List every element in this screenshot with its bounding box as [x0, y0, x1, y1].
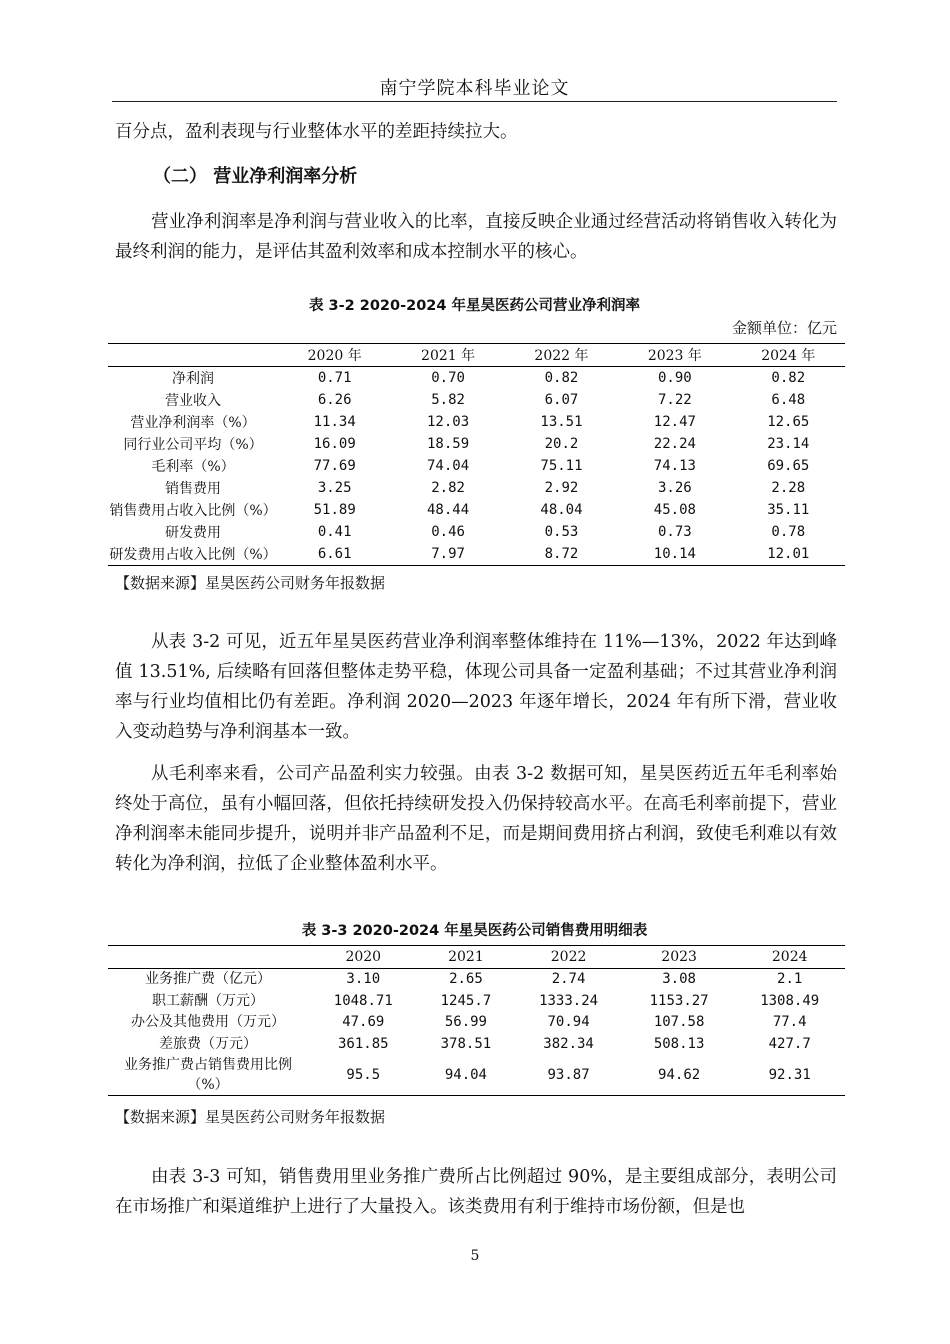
table-header-row	[108, 946, 845, 969]
table-row	[108, 968, 845, 990]
paragraph-analysis-2: 从毛利率来看，公司产品盈利实力较强。由表 3-2 数据可知，星昊医药近五年毛利率始终处于高位，虽有小幅回落，但依托持续研发投入仍保持较高水平。在高毛利率前提下，营业净利润率未能同步提升，说明并非产品盈利不足，而是期间费用挤占利润，致使毛利难以有效转化为净利润，拉低了企业整体盈利水平。	[115, 764, 837, 874]
table-3-3	[108, 945, 845, 1096]
table-cell: 77.4	[772, 1014, 807, 1031]
row-label: 业务推广费（亿元）	[145, 971, 271, 988]
table-cell: 3.08	[662, 971, 696, 988]
table-row	[108, 499, 845, 521]
table-cell: 74.13	[653, 458, 696, 474]
table-3-3-source: 【数据来源】星昊医药公司财务年报数据	[115, 1108, 386, 1126]
table-cell: 75.11	[540, 458, 583, 474]
column-header: 2023 年	[647, 348, 702, 364]
column-header: 2020 年	[307, 348, 362, 364]
table-cell: 0.41	[317, 524, 352, 540]
table-cell: 12.65	[767, 414, 810, 430]
header-rule	[112, 101, 837, 102]
table-row	[108, 433, 845, 455]
table-cell: 70.94	[547, 1014, 590, 1031]
row-label: 销售费用占收入比例（%）	[109, 503, 277, 519]
table-cell: 0.78	[771, 524, 806, 540]
table-cell: 45.08	[653, 502, 696, 518]
table-cell: 378.51	[440, 1035, 492, 1052]
table-cell: 92.31	[768, 1066, 811, 1083]
table-cell: 0.82	[544, 370, 579, 386]
table-row	[108, 521, 845, 543]
row-label: 净利润	[172, 371, 214, 387]
table-cell: 3.26	[658, 480, 692, 496]
section-heading: （二） 营业净利润率分析	[153, 166, 358, 187]
table-cell: 508.13	[653, 1035, 705, 1052]
table-cell: 12.01	[767, 546, 810, 562]
column-header: 2020	[345, 948, 382, 965]
page-number: 5	[470, 1248, 480, 1264]
table-cell: 0.73	[658, 524, 692, 540]
column-header: 2021 年	[421, 348, 476, 364]
table-cell: 1153.27	[649, 992, 709, 1009]
column-header: 2024 年	[761, 348, 816, 364]
table-row	[108, 455, 845, 477]
table-cell: 93.87	[547, 1066, 590, 1083]
table-cell: 94.04	[444, 1066, 487, 1083]
table-row	[108, 1033, 845, 1055]
paragraph-analysis-1: 从表 3-2 可见，近五年星昊医药营业净利润率整体维持在 11%—13%，2022 年达到峰值 13.51%, 后续略有回落但整体走势平稳，体现公司具备一定盈利基础；不过其营业净利润率与行业均值相比仍有差距。净利润 2020—2023 年逐年增长，2024 年有所下滑，营业收入变动趋势与净利润基本一致。	[115, 632, 837, 742]
table-cell: 6.61	[317, 546, 352, 562]
table-cell: 1245.7	[440, 992, 492, 1009]
table-cell: 2.28	[771, 480, 806, 496]
column-header: 2022 年	[534, 348, 589, 364]
table-row	[108, 1012, 845, 1034]
table-cell: 47.69	[342, 1014, 385, 1031]
table-cell: 0.46	[431, 524, 465, 540]
table-cell: 2.1	[777, 971, 803, 988]
table-cell: 18.59	[427, 436, 470, 452]
table-cell: 35.11	[767, 502, 810, 518]
table-cell: 5.82	[431, 392, 465, 408]
column-header: 2024	[771, 948, 808, 965]
table-3-2-source: 【数据来源】星昊医药公司财务年报数据	[115, 574, 386, 592]
table-cell: 94.62	[658, 1066, 701, 1083]
table-cell: 6.26	[317, 392, 352, 408]
table-cell: 3.10	[346, 971, 381, 988]
table-3-2-unit: 金额单位：亿元	[731, 319, 837, 337]
table-cell: 51.89	[313, 502, 356, 518]
table-cell: 0.53	[544, 524, 579, 540]
table-cell: 16.09	[313, 436, 356, 452]
table-cell: 382.34	[543, 1035, 594, 1052]
column-header: 2021	[448, 948, 484, 965]
table-row	[108, 1055, 845, 1096]
paragraph-intro: 营业净利润率是净利润与营业收入的比率，直接反映企业通过经营活动将销售收入转化为最终利润的能力，是评估其盈利效率和成本控制水平的核心。	[115, 212, 837, 262]
table-cell: 74.04	[427, 458, 470, 474]
table-cell: 1333.24	[539, 992, 599, 1009]
row-label: 职工薪酬（万元）	[152, 992, 264, 1009]
table-cell: 8.72	[544, 546, 579, 562]
table-cell: 2.82	[431, 480, 465, 496]
paragraph-analysis-3: 由表 3-3 可知，销售费用里业务推广费所占比例超过 90%，是主要组成部分，表明公司在市场推广和渠道维护上进行了大量投入。该类费用有利于维持市场份额，但是也	[115, 1167, 837, 1217]
row-label: 研发费用	[165, 525, 221, 541]
table-cell: 56.99	[444, 1014, 487, 1031]
table-3-2-caption: 表 3-2 2020-2024 年星昊医药公司营业净利润率	[308, 298, 641, 314]
row-label: 营业净利润率（%）	[130, 415, 256, 431]
table-row	[108, 543, 845, 566]
table-row	[108, 389, 845, 411]
table-row	[108, 990, 845, 1012]
table-cell: 48.44	[427, 502, 470, 518]
table-cell: 361.85	[337, 1035, 389, 1052]
table-3-3-caption: 表 3-3 2020-2024 年星昊医药公司销售费用明细表	[301, 923, 648, 939]
table-cell: 11.34	[313, 414, 356, 430]
row-label: 业务推广费占销售费用比例（%）	[124, 1056, 292, 1093]
table-cell: 6.07	[544, 392, 579, 408]
row-label: 差旅费（万元）	[159, 1035, 257, 1052]
table-cell: 48.04	[540, 502, 583, 518]
table-cell: 107.58	[653, 1014, 705, 1031]
paragraph-continuation: 百分点，盈利表现与行业整体水平的差距持续拉大。	[115, 122, 518, 142]
table-cell: 20.2	[544, 436, 579, 452]
table-cell: 427.7	[768, 1035, 811, 1052]
row-label: 办公及其他费用（万元）	[131, 1014, 285, 1031]
table-cell: 0.70	[431, 370, 465, 386]
row-label: 销售费用	[165, 481, 221, 497]
row-label: 同行业公司平均（%）	[123, 437, 263, 453]
column-header: 2023	[661, 948, 697, 965]
row-label: 营业收入	[165, 393, 221, 409]
running-header: 南宁学院本科毕业论文	[379, 78, 570, 99]
table-row	[108, 477, 845, 499]
column-header	[108, 344, 278, 367]
table-cell: 10.14	[653, 546, 696, 562]
table-cell: 2.65	[449, 971, 483, 988]
table-cell: 2.92	[544, 480, 579, 496]
table-cell: 13.51	[540, 414, 583, 430]
table-3-2	[108, 343, 845, 566]
table-cell: 77.69	[313, 458, 356, 474]
column-header	[108, 946, 308, 969]
table-cell: 12.03	[427, 414, 470, 430]
table-cell: 23.14	[767, 436, 810, 452]
table-cell: 22.24	[653, 436, 696, 452]
table-cell: 6.48	[771, 392, 806, 408]
table-cell: 2.74	[551, 971, 586, 988]
table-cell: 0.71	[317, 370, 352, 386]
table-cell: 1048.71	[333, 992, 393, 1009]
table-row	[108, 367, 845, 390]
table-cell: 1308.49	[760, 992, 820, 1009]
column-header: 2022	[550, 948, 587, 965]
table-cell: 69.65	[767, 458, 810, 474]
table-cell: 7.22	[658, 392, 692, 408]
row-label: 研发费用占收入比例（%）	[109, 547, 277, 563]
row-label: 毛利率（%）	[151, 459, 235, 475]
table-row	[108, 411, 845, 433]
table-cell: 7.97	[431, 546, 465, 562]
table-cell: 95.5	[346, 1066, 381, 1083]
table-header-row	[108, 344, 845, 367]
table-cell: 3.25	[317, 480, 352, 496]
table-cell: 0.82	[771, 370, 806, 386]
table-cell: 12.47	[653, 414, 696, 430]
table-cell: 0.90	[658, 370, 692, 386]
